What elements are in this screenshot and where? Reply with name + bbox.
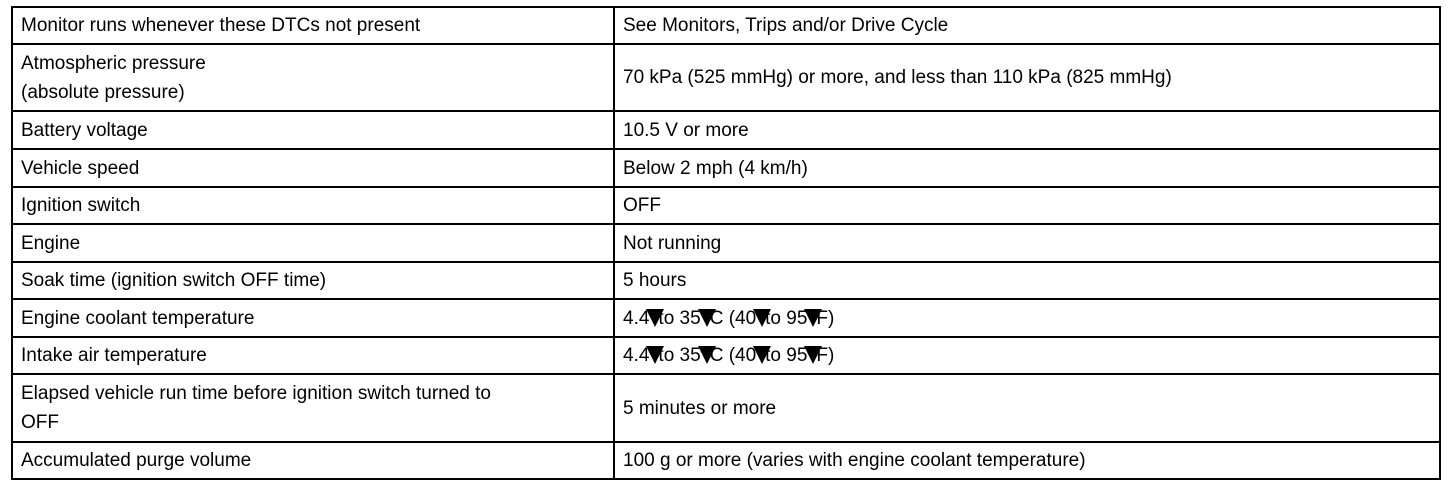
condition-text: Monitor runs whenever these DTCs not present bbox=[21, 15, 421, 36]
value-part: C (40 bbox=[709, 307, 757, 329]
condition-text: Accumulated purge volume bbox=[21, 450, 252, 471]
condition-text: Engine bbox=[21, 232, 81, 254]
condition-text: Battery voltage bbox=[21, 119, 148, 141]
value-cell bbox=[614, 262, 1440, 299]
table-row bbox=[12, 224, 1440, 262]
table-row bbox=[12, 262, 1440, 299]
condition-text: Intake air temperature bbox=[21, 345, 207, 366]
condition-cell bbox=[12, 7, 614, 44]
condition-cell bbox=[12, 44, 614, 111]
value-part: 4.4 bbox=[623, 345, 650, 366]
value-cell bbox=[614, 187, 1440, 224]
condition-text: Ignition switch bbox=[21, 195, 141, 216]
value-part: to 35 bbox=[658, 345, 701, 366]
condition-cell bbox=[12, 187, 614, 224]
value-text bbox=[623, 341, 1431, 370]
value-cell bbox=[614, 7, 1440, 44]
table-row bbox=[12, 187, 1440, 224]
value-part: to 35 bbox=[658, 307, 701, 329]
table-row bbox=[12, 111, 1440, 149]
value-text: See Monitors, Trips and/or Drive Cycle bbox=[623, 15, 949, 36]
condition-cell bbox=[12, 111, 614, 149]
value-part: F) bbox=[816, 307, 835, 329]
table-row bbox=[12, 299, 1440, 337]
value-text: 100 g or more (varies with engine coolant temperature) bbox=[623, 450, 1086, 471]
condition-text: Soak time (ignition switch OFF time) bbox=[21, 270, 327, 291]
table-row bbox=[12, 149, 1440, 187]
value-part: F) bbox=[816, 345, 835, 366]
value-part: 4.4 bbox=[623, 307, 650, 329]
table-row bbox=[12, 7, 1440, 44]
condition-cell bbox=[12, 299, 614, 337]
value-text bbox=[623, 304, 1431, 333]
condition-text: Vehicle speed bbox=[21, 157, 140, 179]
value-text: 5 minutes or more bbox=[623, 397, 777, 419]
table-row bbox=[12, 337, 1440, 374]
condition-cell bbox=[12, 224, 614, 262]
value-cell bbox=[614, 442, 1440, 479]
value-cell bbox=[614, 44, 1440, 111]
condition-cell bbox=[12, 337, 614, 374]
table-row bbox=[12, 44, 1440, 111]
value-text: 5 hours bbox=[623, 270, 687, 291]
value-text: 10.5 V or more bbox=[623, 119, 749, 141]
value-part: C (40 bbox=[709, 345, 757, 366]
condition-text: Engine coolant temperature bbox=[21, 307, 255, 329]
value-part: to 95 bbox=[765, 345, 808, 366]
value-cell bbox=[614, 111, 1440, 149]
monitor-conditions-table bbox=[11, 6, 1441, 480]
condition-text: Atmospheric pressure (absolute pressure) bbox=[21, 52, 206, 103]
value-cell bbox=[614, 374, 1440, 442]
value-part: to 95 bbox=[765, 307, 808, 329]
table-row bbox=[12, 374, 1440, 442]
condition-cell bbox=[12, 262, 614, 299]
value-text: Not running bbox=[623, 232, 722, 254]
value-text: OFF bbox=[623, 195, 661, 216]
condition-cell bbox=[12, 149, 614, 187]
value-cell bbox=[614, 224, 1440, 262]
condition-cell bbox=[12, 374, 614, 442]
value-cell bbox=[614, 337, 1440, 374]
condition-cell bbox=[12, 442, 614, 479]
value-cell bbox=[614, 149, 1440, 187]
condition-text: Elapsed vehicle run time before ignition switch turned to OFF bbox=[21, 383, 491, 433]
value-text: Below 2 mph (4 km/h) bbox=[623, 157, 808, 179]
value-cell bbox=[614, 299, 1440, 337]
value-text: 70 kPa (525 mmHg) or more, and less than 110 kPa (825 mmHg) bbox=[623, 67, 1172, 88]
table-row bbox=[12, 442, 1440, 479]
